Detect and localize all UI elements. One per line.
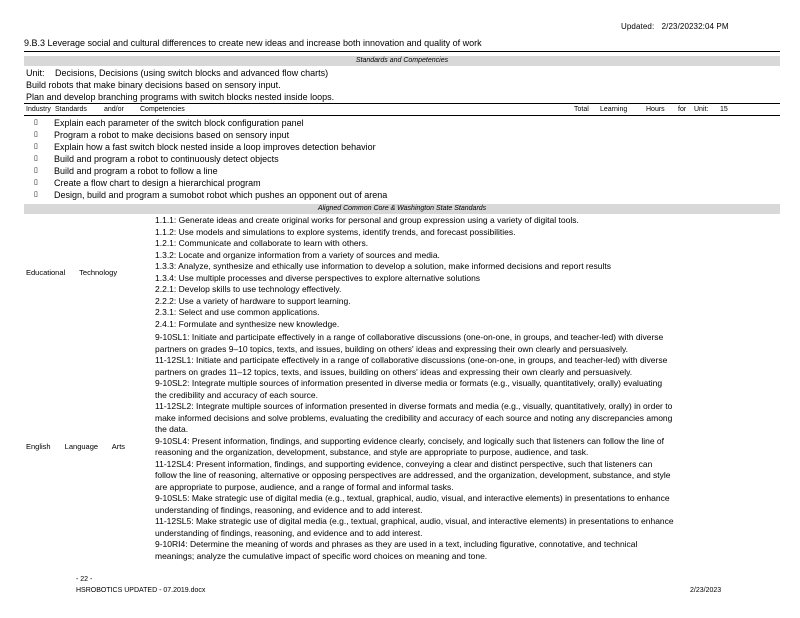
divider [24, 51, 780, 52]
col-total: Total [574, 106, 589, 113]
standard-line: meanings; analyze the cumulative impact of specific word choices on meaning and tone. [155, 550, 488, 561]
list-item [0, 154, 780, 166]
english-language-arts-standards [155, 332, 773, 562]
updated-label: Updated: [621, 22, 655, 31]
standard-line: 9-10SL2: Integrate multiple sources of information presented in diverse media or formats (e.g., visually, quantitatively, orally) evaluating [155, 378, 663, 388]
col-for: for [678, 106, 687, 113]
standard-line: 2.2.1: Develop skills to use technology effectively. [155, 284, 342, 294]
col-learning: Learning [600, 106, 628, 113]
standards-competencies-band: Standards and Competencies [24, 56, 780, 66]
col-industry: Industry [26, 106, 51, 113]
standard-line: partners on grades 9–10 topics, texts, and issues, building on others' ideas and expressing their own clearly and persuasively. [155, 343, 629, 354]
list-item [0, 142, 780, 154]
aligned-standards-band: Aligned Common Core & Washington State Standards [24, 204, 780, 214]
leadership-standard-line: 9.B.3 Leverage social and cultural differences to create new ideas and increase both innovation and quality of work [24, 38, 482, 48]
standard-line: 11-12SL2: Integrate multiple sources of information presented in diverse formats and media (e.g., visually, quantitatively, orally) in order to [155, 401, 673, 411]
educational-technology-label: Educational Technology [26, 268, 118, 277]
standard-line: 9-10RI4: Determine the meaning of words and phrases as they are used in a text, including figurative, connotative, and technical [155, 539, 638, 549]
standard-line: 9-10SL4: Present information, findings, and supporting evidence clearly, concisely, and logically such that listeners can follow the line of [155, 435, 665, 446]
unit-line [26, 68, 328, 78]
standard-line: make informed decisions and solve problems, evaluating the credibility and accuracy of each source and noting any discrepancies among [155, 412, 673, 423]
footer-date: 2/23/2023 [690, 587, 722, 594]
standard-line: 9-10SL1: Initiate and participate effectively in a range of collaborative discussions (one-on-one, in groups, and teacher-led) with diverse [155, 332, 664, 342]
col-unit: Unit: [694, 106, 709, 113]
competency-text: Design, build and program a sumobot robot which pushes an opponent out of arena [54, 190, 388, 200]
standard-line: are appropriate to purpose, audience, and a range of formal and informal tasks. [155, 481, 454, 492]
standard-line: 1.3.4: Use multiple processes and diverse perspectives to explore alternative solutions [155, 272, 481, 283]
standard-line: the credibility and accuracy of each source. [155, 389, 319, 400]
unit-label: Unit: [26, 68, 45, 78]
col-hours: Hours [646, 106, 665, 113]
standard-line: 2.3.1: Select and use common applications. [155, 307, 320, 317]
bullet-icon: ▯ [34, 131, 38, 138]
standard-line: follow the line of reasoning, alternative or opposing perspectives are addressed, and the organization, development, substance, and style [155, 470, 671, 480]
competency-text: Create a flow chart to design a hierarchical program [54, 178, 261, 188]
standard-line: 9-10SL5: Make strategic use of digital media (e.g., textual, graphical, audio, visual, and interactive elements) in presentations to enhance [155, 493, 670, 503]
bullet-icon: ▯ [34, 155, 38, 162]
bullet-icon: ▯ [34, 179, 38, 186]
divider [24, 103, 780, 104]
standard-line: partners on grades 11–12 topics, texts, and issues, building on others' ideas and expressing their own clearly and persuasively. [155, 366, 633, 377]
competency-text: Build and program a robot to continuously detect objects [54, 154, 279, 164]
english-language-arts-label: English Language Arts [26, 442, 126, 451]
competency-text: Explain how a fast switch block nested inside a loop improves detection behavior [54, 142, 376, 152]
standard-line: the data. [155, 424, 189, 434]
col-competencies: Competencies [140, 106, 185, 113]
bullet-icon: ▯ [34, 167, 38, 174]
col-andor: and/or [104, 106, 124, 113]
list-item [0, 130, 780, 142]
standard-line: 11-12SL5: Make strategic use of digital media (e.g., textual, graphical, audio, visual, and interactive elements) in presentations to enhance [155, 516, 674, 526]
standard-line: 11-12SL1: Initiate and participate effectively in a range of collaborative discussions (one-on-one, in groups, and teacher-led) with diverse [155, 355, 668, 365]
bullet-icon: ▯ [34, 119, 38, 126]
standard-line: 2.2.2: Use a variety of hardware to support learning. [155, 295, 351, 306]
updated-value: 2/23/20232:04 PM [661, 22, 729, 31]
updated-stamp [621, 22, 734, 31]
competency-text: Build and program a robot to follow a line [54, 166, 218, 176]
educational-technology-standards [155, 215, 773, 330]
list-item [0, 178, 780, 190]
standard-line: 1.3.2: Locate and organize information from a variety of sources and media. [155, 249, 440, 260]
standard-line: 1.1.2: Use models and simulations to explore systems, identify trends, and forecast possibilities. [155, 226, 516, 237]
list-item [0, 190, 780, 202]
unit-title: Decisions, Decisions (using switch blocks and advanced flow charts) [55, 68, 329, 78]
competency-text: Program a robot to make decisions based on sensory input [54, 130, 290, 140]
standard-line: 2.4.1: Formulate and synthesize new knowledge. [155, 318, 340, 329]
list-item [0, 118, 780, 130]
standard-line: understanding of findings, reasoning, and evidence and to add interest. [155, 504, 423, 515]
standard-line: reasoning and the organization, development, substance, and style are appropriate to purpose, audience, and task. [155, 447, 589, 457]
standard-line: 1.1.1: Generate ideas and create original works for personal and group expression using a variety of digital tools. [155, 215, 579, 225]
hours-value: 15 [720, 106, 728, 113]
standard-line: understanding of findings, reasoning, and evidence and to add interest. [155, 527, 423, 538]
list-item [0, 166, 780, 178]
footer-filename: HSROBOTICS UPDATED - 07.2019.docx [76, 587, 206, 594]
divider [24, 115, 780, 116]
page-number: - 22 - [76, 576, 93, 583]
standard-line: 11-12SL4: Present information, findings, and supporting evidence, conveying a clear and distinct perspective, such that listeners can [155, 458, 653, 469]
standard-line: 1.2.1: Communicate and collaborate to learn with others. [155, 238, 369, 248]
bullet-icon: ▯ [34, 143, 38, 150]
unit-description-2: Plan and develop branching programs with switch blocks nested inside loops. [26, 92, 335, 102]
competency-text: Explain each parameter of the switch block configuration panel [54, 118, 304, 128]
bullet-icon: ▯ [34, 191, 38, 198]
unit-description-1: Build robots that make binary decisions based on sensory input. [26, 80, 281, 90]
standard-line: 1.3.3: Analyze, synthesize and ethically use information to develop a solution, make informed decisions and report results [155, 261, 611, 271]
col-standards: Standards [55, 106, 87, 113]
